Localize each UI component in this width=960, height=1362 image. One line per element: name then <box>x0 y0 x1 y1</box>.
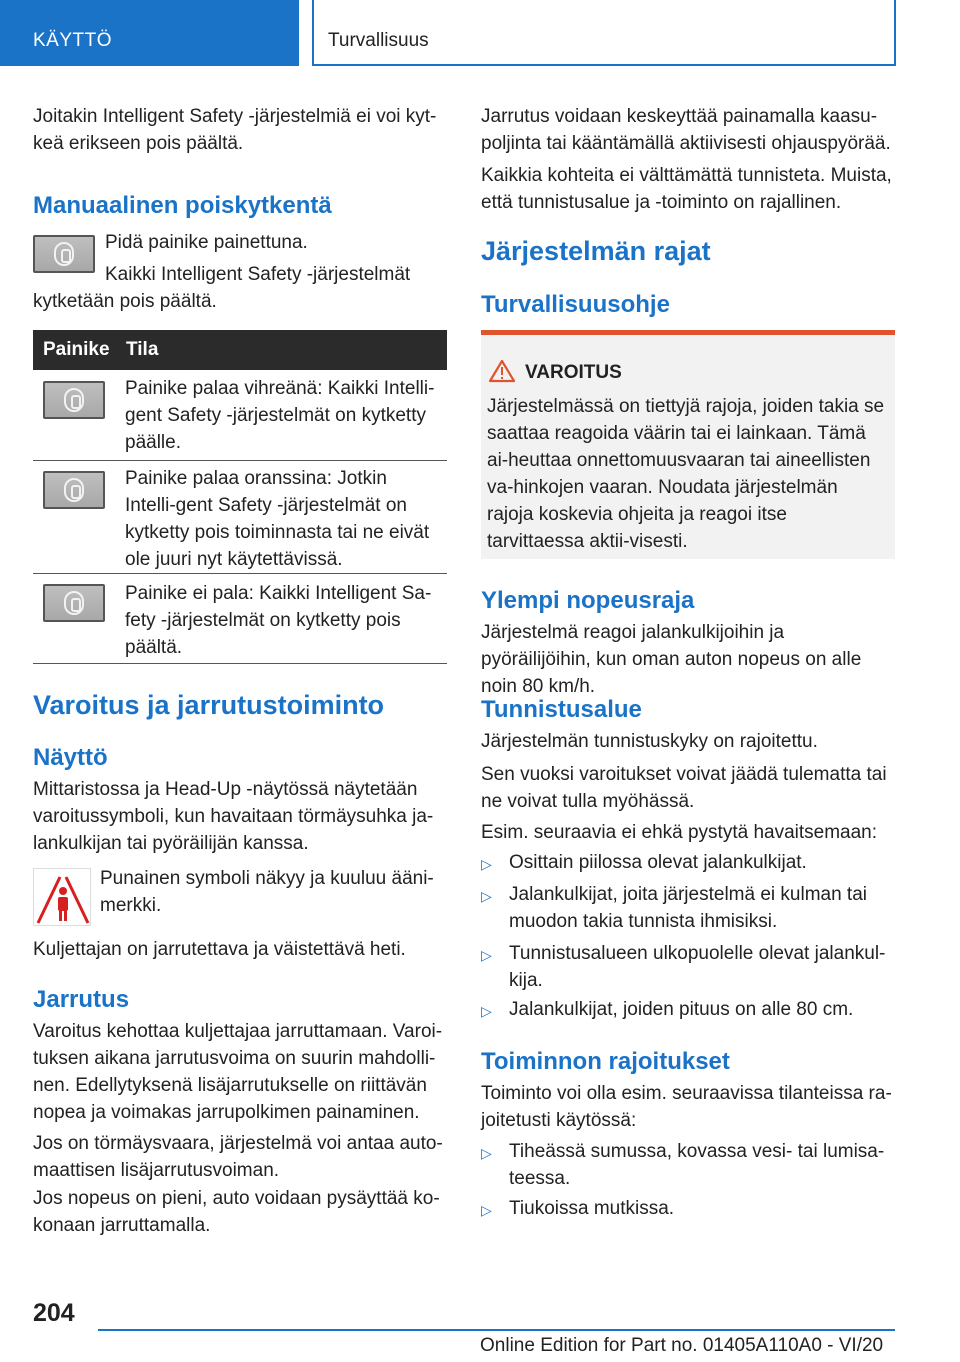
row-divider <box>33 460 447 461</box>
warning-title: VAROITUS <box>525 362 622 383</box>
bullet-arrow-icon: ▷ <box>481 947 492 963</box>
symbol-text: Punainen symboli näkyy ja kuuluu ääni-merkki. <box>100 868 434 916</box>
row-divider <box>33 573 447 574</box>
table-header <box>33 330 447 370</box>
button-green-icon <box>43 381 105 419</box>
braking-heading: Jarrutus <box>33 986 130 1013</box>
bullet-arrow-icon: ▷ <box>481 1003 492 1019</box>
bullet-arrow-icon: ▷ <box>481 856 492 872</box>
range-heading: Tunnistusalue <box>481 696 642 723</box>
limits-heading: Järjestelmän rajat <box>481 236 711 266</box>
speed-text: Järjestelmä reagoi jalankulkijoihin ja pyöräilijöihin, kun oman auton nopeus on alle noin 80 km/h. <box>481 622 862 697</box>
edition-note: Online Edition for Part no. 01405A110A0 - VI/20 <box>480 1335 884 1356</box>
row-divider <box>33 663 447 664</box>
col-state-header: Tila <box>126 339 159 360</box>
braking-text2: Jos on törmäysvaara, järjestelmä voi antaa auto-maattisen lisäjarrutusvoiman. <box>33 1133 443 1181</box>
safety-heading: Turvallisuusohje <box>481 291 670 318</box>
button-off-icon <box>43 584 105 622</box>
warn-brake-heading: Varoitus ja jarrutustoiminto <box>33 690 385 720</box>
section-label: KÄYTTÖ <box>33 30 113 51</box>
col-button-header: Painike <box>43 339 110 360</box>
list-item: Tiheässä sumussa, kovassa vesi- tai lumisa-teessa. <box>509 1141 885 1189</box>
display-heading: Näyttö <box>33 744 108 771</box>
section-tab <box>0 0 299 66</box>
range-text2: Sen vuoksi varoitukset voivat jäädä tulematta tai ne voivat tulla myöhässä. <box>481 764 887 812</box>
button-orange-icon <box>43 471 105 509</box>
list-item: Tiukoissa mutkissa. <box>509 1198 675 1219</box>
warning-triangle-icon <box>488 359 516 383</box>
safety-button-icon <box>33 235 95 273</box>
interrupt-text: Jarrutus voidaan keskeyttää painamalla kaasu-poljinta tai kääntämällä aktiivisesti ohjauspyörää. <box>481 106 891 154</box>
driver-text: Kuljettajan on jarrutettava ja väistettävä heti. <box>33 939 406 960</box>
table-row: Painike ei pala: Kaikki Intelligent Sa-fety -järjestelmät on kytketty pois päältä. <box>125 583 432 658</box>
warning-body: Järjestelmässä on tiettyjä rajoja, joiden takia se saattaa reagoida väärin tai ei lainkaan. Tämä ai-heuttaa onnettomuusvaaran tai aineellisten va-hinkojen vaaran. Noudata järjestelmän rajoja koskevia ohjeita ja reagoi itse tarvittaessa aktii-visesti. <box>487 396 885 552</box>
manual-line2a: Kaikki Intelligent Safety -järjestelmät <box>105 264 411 285</box>
braking-text3: Jos nopeus on pieni, auto voidaan pysäyttää ko-konaan jarruttamalla. <box>33 1188 440 1236</box>
braking-text1: Varoitus kehottaa kuljettajaa jarruttamaan. Varoi-tuksen aikana jarrutusvoima on suurin mahdolli-nen. Edellytyksenä lisäjarrutukselle on riittävän nopea ja voimakas jarrupolkimen painaminen. <box>33 1021 443 1123</box>
speed-heading: Ylempi nopeusraja <box>481 587 695 614</box>
bullet-arrow-icon: ▷ <box>481 1202 492 1218</box>
chapter-label: Turvallisuus <box>328 30 429 51</box>
display-text: Mittaristossa ja Head-Up -näytössä näytetään varoitussymboli, kun havaitaan törmäysuhka ja-lankulkijan tai pyöräilijän kanssa. <box>33 779 434 854</box>
manual-line2b: kytketään pois päältä. <box>33 291 217 312</box>
targets-text: Kaikkia kohteita ei välttämättä tunnisteta. Muista, että tunnistusalue ja -toiminto on rajallinen. <box>481 165 892 213</box>
intro-text: Joitakin Intelligent Safety -järjestelmiä ei voi kyt-keä erikseen pois päältä. <box>33 106 437 154</box>
chapter-tab <box>312 0 896 66</box>
table-row: Painike palaa vihreänä: Kaikki Intelli-gent Safety -järjestelmät on kytketty päälle. <box>125 378 435 453</box>
warning-box <box>481 330 895 559</box>
manual-line1: Pidä painike painettuna. <box>105 232 308 253</box>
func-text: Toiminto voi olla esim. seuraavissa tilanteissa ra-joitetusti käytössä: <box>481 1083 892 1131</box>
page-number: 204 <box>33 1299 75 1327</box>
list-item: Osittain piilossa olevat jalankulkijat. <box>509 852 807 873</box>
list-item: Jalankulkijat, joita järjestelmä ei kulman tai muodon takia tunnista ihmisiksi. <box>509 884 867 932</box>
pedestrian-warning-icon <box>33 868 91 926</box>
range-text3: Esim. seuraavia ei ehkä pystytä havaitsemaan: <box>481 822 878 843</box>
bullet-arrow-icon: ▷ <box>481 888 492 904</box>
table-row: Painike palaa oranssina: Jotkin Intelli-gent Safety -järjestelmät on kytketty pois toiminnasta tai ne eivät ole juuri nyt käytettävissä. <box>125 468 430 570</box>
func-heading: Toiminnon rajoitukset <box>481 1048 730 1075</box>
footer-divider <box>98 1329 895 1331</box>
list-item: Jalankulkijat, joiden pituus on alle 80 cm. <box>509 999 854 1020</box>
bullet-arrow-icon: ▷ <box>481 1145 492 1161</box>
manual-heading: Manuaalinen poiskytkentä <box>33 192 332 219</box>
range-text1: Järjestelmän tunnistuskyky on rajoitettu. <box>481 731 818 752</box>
list-item: Tunnistusalueen ulkopuolelle olevat jalankul-kija. <box>509 943 886 991</box>
